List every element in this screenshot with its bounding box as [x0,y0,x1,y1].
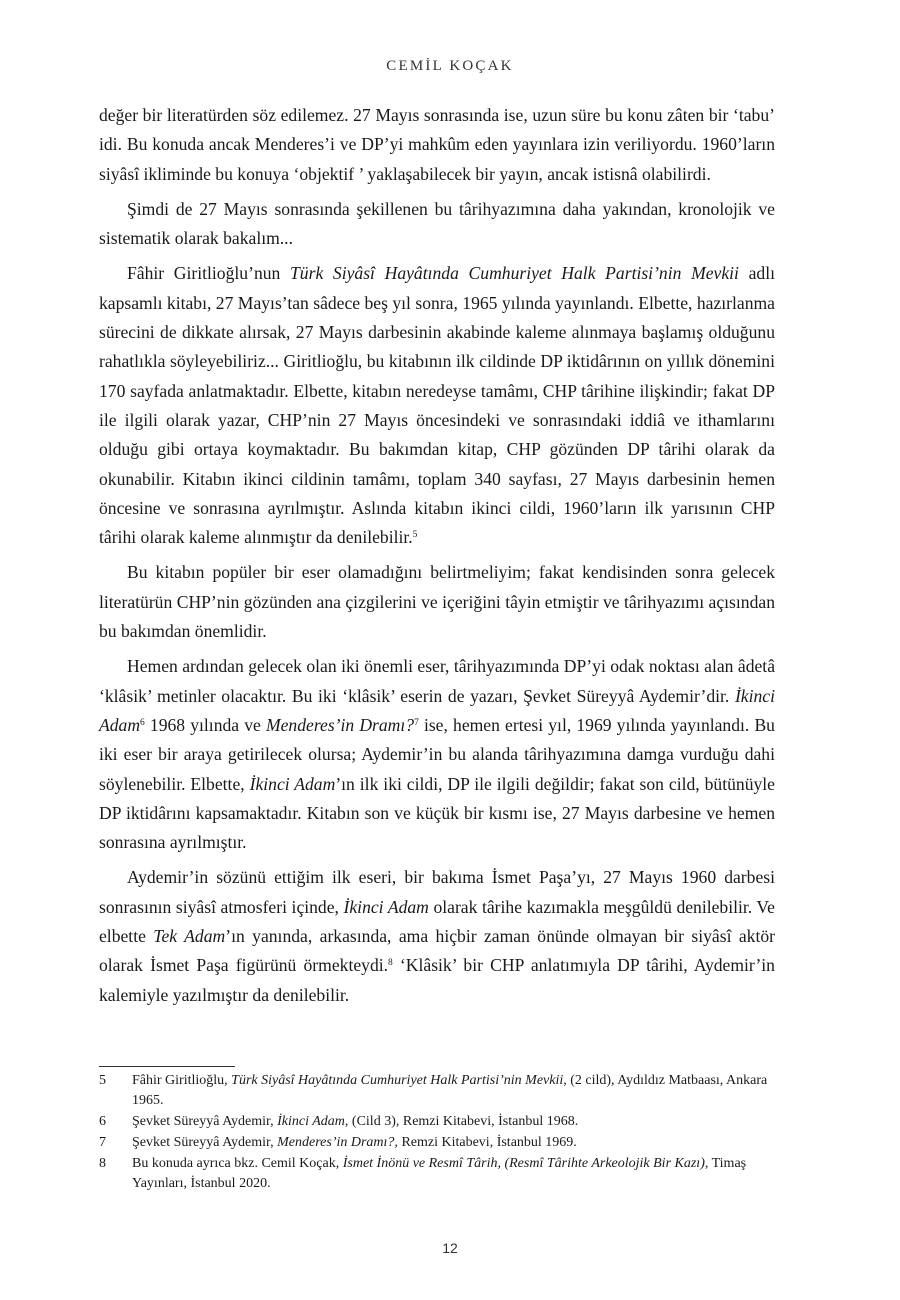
running-title: CEMİL KOÇAK [386,58,514,74]
text-span: Fâhir Giritlioğlu’nun [127,263,291,284]
footnotes [99,1071,775,1195]
footnote-5 [99,1071,775,1111]
book-title: İkinci Adam [99,685,775,735]
book-title: Menderes’in Dramı? [265,714,415,735]
text-span: ‘Klâsik’ bir CHP anlatımıyla DP târihi, Aydemir’in kalemiyle yazılmıştır da denilebilir. [99,955,775,1005]
text-span: ’ın yanında, arkasında, ama hiçbir zaman önünde olmayan bir siyâsî aktör olarak İsmet Paşa figürünü örmekteydi. [99,926,776,976]
book-title: Türk Siyâsî Hayâtında Cumhuriyet Halk Partisi’nin Mevkii [231,1073,564,1088]
book-title: İsmet İnönü ve Resmî Târih, (Resmî Târihte Arkeolojik Bir Kazı) [342,1156,705,1171]
book-title: İkinci Adam [343,896,429,917]
footnote-divider [99,1066,235,1067]
text-span: Aydemir’in sözünü ettiğim ilk eseri, bir bakıma İsmet Paşa’yı, 27 Mayıs 1960 darbesi sonrasının siyâsî atmosferi içinde, [99,867,775,917]
paragraph-4: Bu kitabın popüler bir eser olamadığını belirtmeliyim; fakat kendisinden sonra gelecek literatürün CHP’nin gözünden ana çizgilerini ve içeriğini tâyin etmiştir ve târihyazımı açısından bu bakımdan önemlidir. [99,562,775,642]
paragraph-3 [99,259,775,552]
book-title: Türk Siyâsî Hayâtında Cumhuriyet Halk Partisi’nin Mevkii [290,263,739,284]
text-span: , (Cild 3), Remzi Kitabevi, İstanbul 1968. [344,1114,579,1129]
main-text [99,101,775,1010]
footnote-text [132,1133,775,1153]
text-span: adlı kapsamlı kitabı, 27 Mayıs’tan sâdece beş yıl sonra, 1965 yılında yayınlandı. Elbette, hazırlanma sürecini de dikkate alırsak, 27 Mayıs darbesinin akabinde kaleme alınmaya başlamış olduğunu rahatlıkla söyleyebiliriz... Giritlioğlu, bu kitabının ilk cildinde DP iktidârının on yıllık dönemini 170 sayfada anlatmaktadır. Elbette, kitabın neredeyse tamâmı, CHP târihine ilişkindir; fakat DP ile ilgili olarak yazar, CHP’nin 27 Mayıs öncesindeki ve sonrasındaki iddiâ ve ithamlarını olduğu gibi ortaya koymaktadır. Bu bakımdan kitap, CHP gözünden DP târihi olarak da okunabilir. Kitabın ikinci cildinin tamâmı, toplam 340 sayfası, 27 Mayıs darbesinin hemen öncesine ve sonrasına ayrılmıştır. Aslında kitabın ikinci cildi, 1960’ların ilk yarısının CHP târihi olarak kaleme alınmıştır da denilebilir. [99,263,776,548]
text-span: 1968 yılında ve [144,714,266,735]
page-number: 12 [442,1240,458,1256]
text-span: ise, hemen ertesi yıl, 1969 yılında yayınlandı. Bu iki eser bir araya getirilecek olursa; Aydemir’in bu alanda târihyazımına damga vurduğu dahi söylenebilir. Elbette, [99,714,775,794]
text-span: olarak târihe kazımakla meşgûldü denilebilir. Ve elbette [99,896,775,947]
footnote-text [132,1112,775,1132]
paragraph-6 [99,863,775,1009]
footnote-6 [99,1112,775,1132]
book-title: Menderes’in Dramı?, [277,1135,398,1150]
text-span: Hemen ardından gelecek olan iki önemli eser, târihyazımında DP’yi odak noktası alan âdetâ ‘klâsik’ metinler olacaktır. Bu iki ‘klâsik’ eserin de yazarı, Şevket Süreyyâ Aydemir’dir. [99,656,775,706]
footnote-marker: 8 [388,958,393,969]
text-span: Fâhir Giritlioğlu, [132,1073,232,1088]
footnote-number: 5 [99,1073,106,1088]
text-span: Bu konuda ayrıca bkz. Cemil Koçak, [132,1156,343,1171]
footnote-number: 6 [99,1114,106,1129]
footnote-text [132,1071,775,1111]
footnote-number: 7 [99,1135,106,1150]
book-title: Tek Adam [153,926,226,947]
paragraph-1: değer bir literatürden söz edilemez. 27 Mayıs sonrasında ise, uzun süre bu konu zâten bir ‘tabu’ idi. Bu konuda ancak Menderes’i ve DP’yi mahkûm eden yayınlara izin veriliyordu. 1960’ların siyâsî ikliminde bu konuya ‘objektif ’ yaklaşabilecek bir yayın, ancak istisnâ olabilirdi. [99,105,775,184]
footnote-marker: 7 [414,717,419,728]
text-span: , Timaş Yayınları, İstanbul 2020. [132,1156,747,1191]
footnote-number: 8 [99,1156,106,1171]
footnote-7 [99,1133,775,1153]
text-span: , (2 cild), Aydıldız Matbaası, Ankara 1965. [132,1073,768,1108]
paragraph-2: Şimdi de 27 Mayıs sonrasında şekillenen bu târihyazımına daha yakından, kronolojik ve sistematik olarak bakalım... [99,198,775,249]
footnote-text [132,1154,775,1194]
footnote-marker: 6 [140,717,145,728]
book-title: İkinci Adam [249,773,336,794]
footnote-8 [99,1154,775,1194]
text-span: Şevket Süreyyâ Aydemir, [132,1114,278,1129]
text-span: Remzi Kitabevi, İstanbul 1969. [397,1135,577,1150]
book-title: İkinci Adam [277,1114,345,1129]
paragraph-5 [99,652,775,857]
text-span: ’ın ilk iki cildi, DP ile ilgili değildir; fakat son cild, bütünüyle DP iktidârını kapsamaktadır. Kitabın son ve küçük bir kısmı ise, 27 Mayıs darbesine ve hemen sonrasına ayrılmıştır. [99,773,775,853]
footnote-marker: 5 [412,530,418,541]
text-span: Şevket Süreyyâ Aydemir, [132,1135,278,1150]
